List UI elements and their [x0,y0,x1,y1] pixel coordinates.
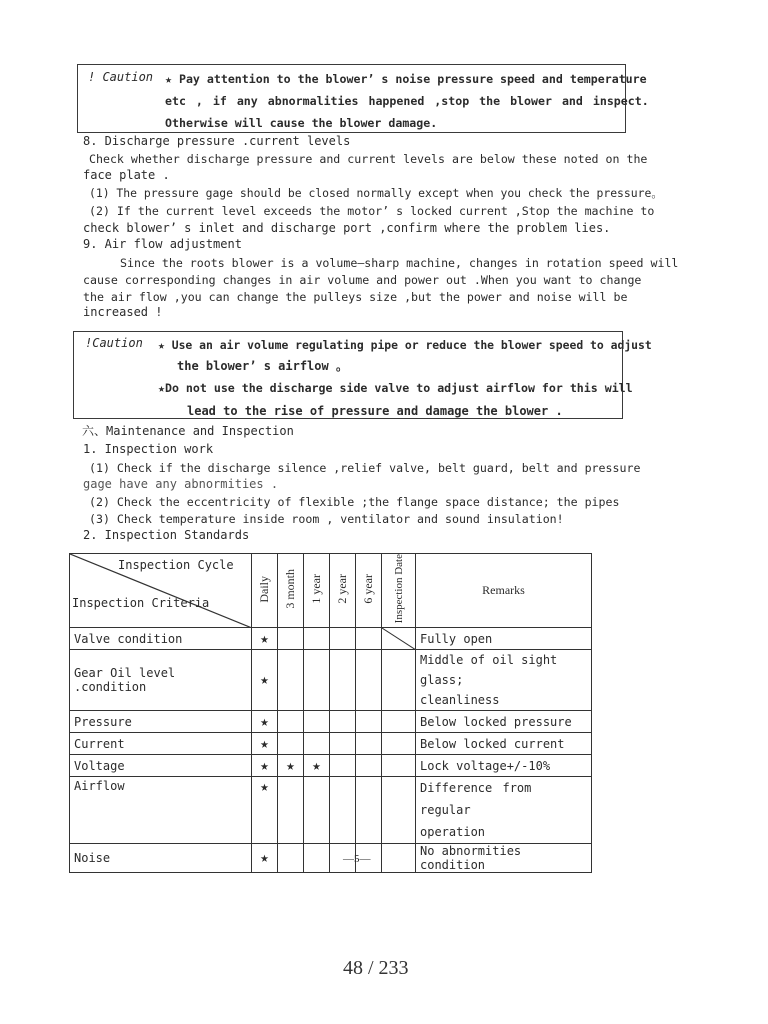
caution-2-line-3: ★Do not use the discharge side valve to adjust airflow for this will [158,381,633,395]
section-6-check-2: (2) Check the eccentricity of flexible ;the flange space distance; the pipes [89,495,620,509]
col-2-year: 2 year [330,554,356,628]
table-row [70,711,592,733]
col-1-year: 1 year [304,554,330,628]
row-item: Valve condition [70,628,252,650]
row-remark: Below locked current [416,733,592,755]
col-6-year: 6 year [356,554,382,628]
caution-1-line-2: etc , if any abnormalities happened ,stop the blower and inspect. [165,94,649,108]
section-9-paragraph-line-4: increased ! [83,305,163,319]
col-remarks: Remarks [416,554,592,628]
section-6-subtitle-2: 2. Inspection Standards [83,528,250,542]
caution-2-line-2: the blower’ s airflow 。 [177,359,348,373]
col-inspection-date: Inspection Date [382,554,416,628]
table-row [70,650,592,711]
caution-1-line-1: ★ Pay attention to the blower’ s noise pressure speed and temperature [165,72,647,86]
caution-label-1: ! Caution [88,70,154,84]
table-row [70,755,592,777]
daily-star: ★ [252,628,278,650]
section-8-item-2-line-1: (2) If the current level exceeds the motor’ s locked current ,Stop the machine to [89,204,655,218]
daily-star: ★ [252,733,278,755]
row-remark: Below locked pressure [416,711,592,733]
3-month-star: ★ [278,755,304,777]
row-item: Pressure [70,711,252,733]
section-9-paragraph-line-2: cause corresponding changes in air volume and power out .When you want to change [83,273,642,287]
daily-star: ★ [252,711,278,733]
table-row [70,628,592,650]
section-8-paragraph-line-1: Check whether discharge pressure and current levels are below these noted on the [89,152,648,166]
row-remark: Lock voltage+/-10% [416,755,592,777]
section-9-paragraph-line-3: the air flow ,you can change the pulleys size ,but the power and noise will be [83,290,628,304]
row-remark: No abnormities condition [416,844,592,873]
daily-star: ★ [252,755,278,777]
section-6-check-3: (3) Check temperature inside room , ventilator and sound insulation! [89,512,564,526]
caution-1-line-3: Otherwise will cause the blower damage. [165,116,438,130]
page-counter: 48 / 233 [343,957,409,979]
header-inspection-cycle: Inspection Cycle [118,558,234,572]
section-8-paragraph-line-2: face plate . [83,168,170,182]
daily-star: ★ [252,777,278,844]
caution-label-2: !Caution [85,336,143,350]
row-item: Airflow [70,777,252,844]
row-item: Gear Oil level .condition [70,650,252,711]
table-header-row [70,554,592,628]
col-daily: Daily [252,554,278,628]
caution-2-line-4: lead to the rise of pressure and damage the blower . [187,404,563,418]
1-year-star: ★ [304,755,330,777]
table-row [70,844,592,873]
header-inspection-criteria: Inspection Criteria [72,596,210,610]
section-6-check-1-line-2: gage have any abnormities . [83,477,279,491]
table-row [70,777,592,844]
na-cell [382,628,416,650]
section-8-title: 8. Discharge pressure .current levels [83,134,351,148]
section-8-item-1: (1) The pressure gage should be closed normally except when you check the pressure。 [89,186,663,200]
table-row [70,733,592,755]
page-marker: —5— [343,853,371,865]
col-3-month: 3 month [278,554,304,628]
section-8-item-2-line-2: check blower’ s inlet and discharge port ,confirm where the problem lies. [83,221,611,235]
caution-2-line-1: ★ Use an air volume regulating pipe or reduce the blower speed to adjust [158,338,652,352]
section-6-subtitle-1: 1. Inspection work [83,442,214,456]
row-item: Voltage [70,755,252,777]
row-item: Noise [70,844,252,873]
section-9-paragraph-line-1: Since the roots blower is a volume—sharp machine, changes in rotation speed will [120,256,679,270]
daily-star: ★ [252,844,278,873]
row-remark: Fully open [416,628,592,650]
inspection-table [69,553,592,873]
section-6-check-1-line-1: (1) Check if the discharge silence ,relief valve, belt guard, belt and pressure [89,461,641,475]
section-9-title: 9. Air flow adjustment [83,237,242,251]
diagonal-header-cell [70,554,252,628]
row-item: Current [70,733,252,755]
row-remark: Difference from regular operation [416,777,592,844]
row-remark: Middle of oil sight glass; cleanliness [416,650,592,711]
section-6-title: 六、Maintenance and Inspection [82,424,294,438]
daily-star: ★ [252,650,278,711]
